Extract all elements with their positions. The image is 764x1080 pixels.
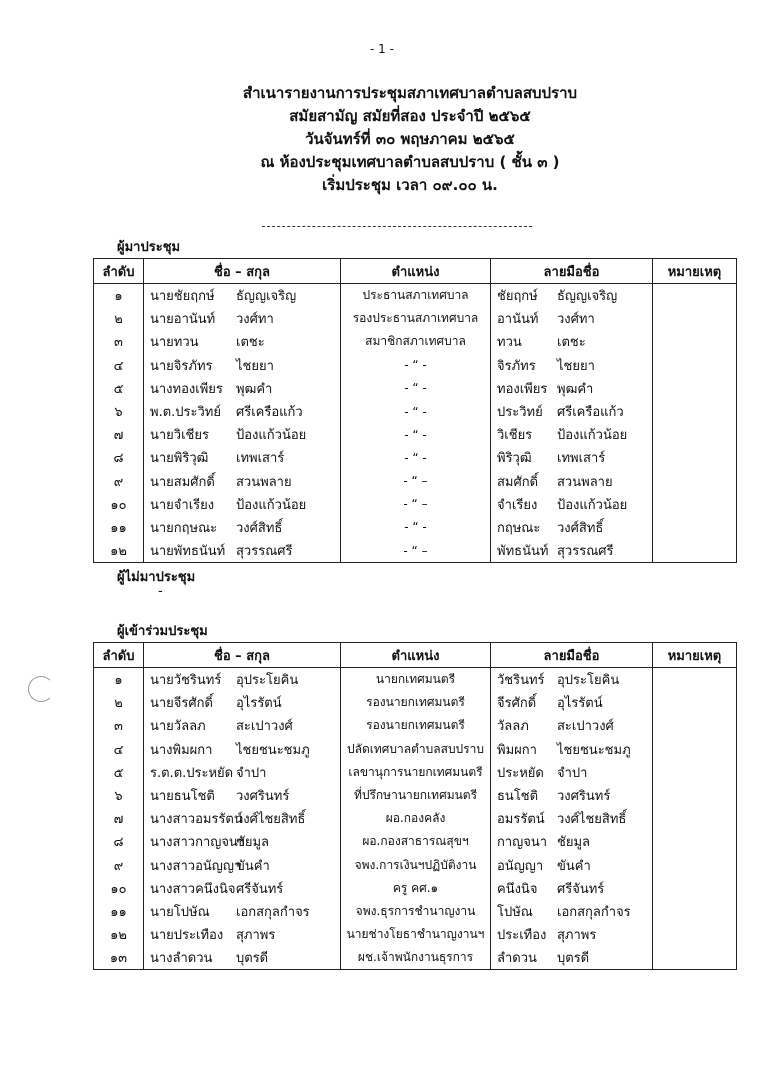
member-remark xyxy=(653,761,737,784)
member-position: - “ - xyxy=(341,516,491,539)
member-name xyxy=(144,400,341,423)
member-name xyxy=(144,830,341,853)
member-position: รองประธานสภาเทศบาล xyxy=(341,307,491,330)
col-header-no: ลำดับ xyxy=(94,259,144,284)
member-position: - “ – xyxy=(341,470,491,493)
member-position: จพง.การเงินฯปฏิบัติงาน xyxy=(341,854,491,877)
row-number: ๒ xyxy=(94,691,144,714)
member-name xyxy=(144,900,341,923)
table-row xyxy=(94,830,737,853)
first-name: นายพัทธนันท์ xyxy=(150,544,226,560)
signature-last: วงศ์สิทธิ์ xyxy=(557,520,604,536)
row-number: ๗ xyxy=(94,423,144,446)
signature-first: ประวิทย์ xyxy=(497,405,543,421)
table-row xyxy=(94,761,737,784)
table-row xyxy=(94,284,737,308)
signature-last: อุไรรัตน์ xyxy=(557,696,603,712)
table-row xyxy=(94,330,737,353)
col-header-remark: หมายเหตุ xyxy=(653,259,737,284)
table-row xyxy=(94,946,737,970)
row-number: ๒ xyxy=(94,307,144,330)
member-signature xyxy=(491,354,653,377)
signature-first: จิรภัทร xyxy=(497,358,536,374)
member-remark xyxy=(653,900,737,923)
signature-last: ป้องแก้วน้อย xyxy=(557,428,628,444)
col-header-name: ชื่อ – สกุล xyxy=(144,643,341,668)
row-number: ๑ xyxy=(94,284,144,308)
member-remark xyxy=(653,307,737,330)
member-signature xyxy=(491,946,653,970)
member-position: จพง.ธุรการชำนาญงาน xyxy=(341,900,491,923)
first-name: นายวัลลภ xyxy=(150,719,206,735)
last-name: ศรีเครือแก้ว xyxy=(236,405,303,421)
member-name xyxy=(144,493,341,516)
header-session: สมัยสามัญ สมัยที่สอง ประจำปี ๒๕๖๕ xyxy=(289,107,531,125)
member-remark xyxy=(653,493,737,516)
member-position: เลขานุการนายกเทศมนตรี xyxy=(341,761,491,784)
last-name: วงศรินทร์ xyxy=(236,789,290,805)
first-name: นายสมศักดิ์ xyxy=(150,474,215,490)
member-name xyxy=(144,877,341,900)
first-name: ร.ต.ต.ประหยัด xyxy=(150,765,234,781)
last-name: เอกสกุลกำจร xyxy=(236,904,310,920)
member-name xyxy=(144,307,341,330)
col-header-signature: ลายมือชื่อ xyxy=(491,643,653,668)
member-position: - “ - xyxy=(341,377,491,400)
first-name: นายจิรภัทร xyxy=(150,358,213,374)
member-remark xyxy=(653,923,737,946)
signature-last: สวนพลาย xyxy=(557,474,613,490)
first-name: พ.ต.ประวิทย์ xyxy=(150,405,221,421)
first-name: นายธนโชติ xyxy=(150,789,215,805)
signature-last: อุประโยคิน xyxy=(557,673,620,689)
signature-first: ชัยฤกษ์ xyxy=(497,289,538,305)
first-name: นายอานันท์ xyxy=(150,312,216,328)
member-remark xyxy=(653,691,737,714)
member-name xyxy=(144,377,341,400)
row-number: ๕ xyxy=(94,377,144,400)
signature-last: ธัญญเจริญ xyxy=(557,289,618,305)
member-position: ผอ.กองคลัง xyxy=(341,807,491,830)
first-name: นายกฤษณะ xyxy=(150,520,218,536)
last-name: อุประโยคิน xyxy=(236,673,299,689)
signature-first: กาญจนา xyxy=(497,835,548,851)
member-remark xyxy=(653,377,737,400)
first-name: นางสาวคนึงนิจ xyxy=(150,881,236,897)
member-position: สมาชิกสภาเทศบาล xyxy=(341,330,491,353)
member-position: - “ - xyxy=(341,446,491,469)
signature-last: ป้องแก้วน้อย xyxy=(557,497,628,513)
header-date: วันจันทร์ที่ ๓๐ พฤษภาคม ๒๕๖๕ xyxy=(305,130,515,148)
last-name: เตชะ xyxy=(236,335,265,351)
table-row xyxy=(94,714,737,737)
first-name: นางทองเพียร xyxy=(150,381,223,397)
attendees-table xyxy=(93,258,737,563)
member-name xyxy=(144,284,341,308)
last-name: ศรีจันทร์ xyxy=(236,881,284,897)
member-remark xyxy=(653,668,737,692)
signature-first: พิริวุฒิ xyxy=(497,451,532,467)
member-signature xyxy=(491,668,653,692)
signature-last: วงศรินทร์ xyxy=(557,789,611,805)
table-row xyxy=(94,691,737,714)
member-position: - “ – xyxy=(341,493,491,516)
member-remark xyxy=(653,330,737,353)
signature-last: ไชยชนะชมภู xyxy=(557,742,631,758)
member-name xyxy=(144,807,341,830)
table-row xyxy=(94,738,737,761)
row-number: ๙ xyxy=(94,470,144,493)
participants-table xyxy=(93,642,737,970)
member-remark xyxy=(653,714,737,737)
member-position: ที่ปรึกษานายกเทศมนตรี xyxy=(341,784,491,807)
member-signature xyxy=(491,761,653,784)
participants-rows xyxy=(94,668,737,970)
member-position: รองนายกเทศมนตรี xyxy=(341,691,491,714)
member-position: ประธานสภาเทศบาล xyxy=(341,284,491,308)
row-number: ๑๑ xyxy=(94,900,144,923)
last-name: จำปา xyxy=(236,765,267,781)
member-signature xyxy=(491,539,653,563)
signature-last: สุวรรณศรี xyxy=(557,544,614,560)
first-name: นางพิมผกา xyxy=(150,742,213,758)
signature-first: กฤษณะ xyxy=(497,520,541,536)
member-signature xyxy=(491,807,653,830)
member-remark xyxy=(653,446,737,469)
signature-first: จีรศักดิ์ xyxy=(497,696,537,712)
last-name: ธัญญเจริญ xyxy=(236,289,297,305)
signature-last: ศรีเครือแก้ว xyxy=(557,405,624,421)
member-name xyxy=(144,668,341,692)
last-name: ป้องแก้วน้อย xyxy=(236,428,307,444)
row-number: ๖ xyxy=(94,400,144,423)
row-number: ๔ xyxy=(94,354,144,377)
member-position: ครู คศ.๑ xyxy=(341,877,491,900)
table-row xyxy=(94,423,737,446)
last-name: วงศ์สิทธิ์ xyxy=(236,520,283,536)
member-remark xyxy=(653,807,737,830)
first-name: นายประเทือง xyxy=(150,928,224,944)
member-signature xyxy=(491,900,653,923)
member-signature xyxy=(491,493,653,516)
member-remark xyxy=(653,539,737,563)
member-signature xyxy=(491,516,653,539)
member-name xyxy=(144,516,341,539)
first-name: นายโปษัณ xyxy=(150,904,210,920)
signature-first: ทวน xyxy=(497,335,522,351)
col-header-name: ชื่อ – สกุล xyxy=(144,259,341,284)
row-number: ๑๐ xyxy=(94,877,144,900)
member-position: ผช.เจ้าพนักงานธุรการ xyxy=(341,946,491,970)
signature-first: วิเชียร xyxy=(497,428,533,444)
member-position: - “ - xyxy=(341,354,491,377)
member-name xyxy=(144,854,341,877)
signature-first: อมรรัตน์ xyxy=(497,812,545,828)
col-header-no: ลำดับ xyxy=(94,643,144,668)
signature-last: ขันคำ xyxy=(557,858,591,874)
member-position: - “ – xyxy=(341,539,491,563)
signature-last: สุภาพร xyxy=(557,928,597,944)
attendees-title: ผู้มาประชุม xyxy=(117,240,181,255)
member-signature xyxy=(491,784,653,807)
member-signature xyxy=(491,877,653,900)
punch-hole-mark xyxy=(28,676,54,702)
row-number: ๑๑ xyxy=(94,516,144,539)
row-number: ๑ xyxy=(94,668,144,692)
table-row xyxy=(94,539,737,563)
signature-first: ประเทือง xyxy=(497,928,547,944)
member-signature xyxy=(491,307,653,330)
member-signature xyxy=(491,691,653,714)
last-name: สุวรรณศรี xyxy=(236,544,293,560)
page-number: - 1 - xyxy=(370,42,394,56)
signature-last: วงศ์ทา xyxy=(557,312,595,328)
member-position: - “ - xyxy=(341,400,491,423)
last-name: วงศ์ไชยสิทธิ์ xyxy=(236,812,306,828)
member-signature xyxy=(491,446,653,469)
member-remark xyxy=(653,423,737,446)
row-number: ๘ xyxy=(94,830,144,853)
table-row xyxy=(94,400,737,423)
member-remark xyxy=(653,516,737,539)
member-signature xyxy=(491,284,653,308)
signature-last: เตชะ xyxy=(557,335,586,351)
row-number: ๙ xyxy=(94,854,144,877)
row-number: ๘ xyxy=(94,446,144,469)
first-name: นายพิริวุฒิ xyxy=(150,451,209,467)
document-header xyxy=(150,82,670,197)
member-signature xyxy=(491,377,653,400)
col-header-position: ตำแหน่ง xyxy=(341,643,491,668)
row-number: ๑๓ xyxy=(94,946,144,970)
row-number: ๑๒ xyxy=(94,539,144,563)
member-signature xyxy=(491,400,653,423)
table-row xyxy=(94,854,737,877)
absent-title: ผู้ไม่มาประชุม xyxy=(117,570,196,585)
last-name: ไชยยา xyxy=(236,358,274,374)
signature-first: วัชรินทร์ xyxy=(497,673,545,689)
signature-last: วงศ์ไชยสิทธิ์ xyxy=(557,812,627,828)
signature-first: โปษัณ xyxy=(497,904,533,920)
signature-last: เอกสกุลกำจร xyxy=(557,904,631,920)
member-remark xyxy=(653,946,737,970)
member-name xyxy=(144,470,341,493)
row-number: ๕ xyxy=(94,761,144,784)
row-number: ๑๐ xyxy=(94,493,144,516)
member-signature xyxy=(491,830,653,853)
member-name xyxy=(144,354,341,377)
member-name xyxy=(144,446,341,469)
signature-first: พิมผกา xyxy=(497,742,537,758)
last-name: ชัยมูล xyxy=(236,835,269,851)
first-name: นางสาวอมรรัตน์ xyxy=(150,812,243,828)
table-header-row xyxy=(94,259,737,284)
member-name xyxy=(144,539,341,563)
first-name: นายวิเชียร xyxy=(150,428,209,444)
member-name xyxy=(144,761,341,784)
member-name xyxy=(144,423,341,446)
signature-last: จำปา xyxy=(557,765,588,781)
first-name: นางสาวอนัญญา xyxy=(150,858,242,874)
table-header-row xyxy=(94,643,737,668)
last-name: สวนพลาย xyxy=(236,474,292,490)
member-signature xyxy=(491,923,653,946)
first-name: นางสาวกาญจนา xyxy=(150,835,246,851)
table-row xyxy=(94,377,737,400)
signature-last: ไชยยา xyxy=(557,358,595,374)
first-name: นายจีรศักดิ์ xyxy=(150,696,213,712)
first-name: นายวัชรินทร์ xyxy=(150,673,222,689)
table-row xyxy=(94,668,737,692)
member-signature xyxy=(491,714,653,737)
signature-first: อนัญญา xyxy=(497,858,544,874)
member-remark xyxy=(653,738,737,761)
header-title: สำเนารายงานการประชุมสภาเทศบาลตำบลสบปราบ xyxy=(242,84,578,102)
signature-first: ทองเพียร xyxy=(497,381,548,397)
last-name: ไชยชนะชมภู xyxy=(236,742,310,758)
signature-last: ชัยมูล xyxy=(557,835,590,851)
signature-first: สมศักดิ์ xyxy=(497,474,539,490)
last-name: ขันคำ xyxy=(236,858,270,874)
signature-first: ลำดวน xyxy=(497,951,537,967)
col-header-remark: หมายเหตุ xyxy=(653,643,737,668)
header-venue: ณ ห้องประชุมเทศบาลตำบลสบปราบ ( ชั้น ๓ ) xyxy=(260,153,560,171)
last-name: อุไรรัตน์ xyxy=(236,696,282,712)
signature-last: บุตรดี xyxy=(557,951,590,967)
member-remark xyxy=(653,830,737,853)
last-name: พุฒคำ xyxy=(236,381,273,397)
signature-first: จำเรียง xyxy=(497,497,538,513)
header-divider xyxy=(262,226,532,227)
table-row xyxy=(94,900,737,923)
member-signature xyxy=(491,738,653,761)
member-remark xyxy=(653,354,737,377)
member-position: นายช่างโยธาชำนาญงานฯ xyxy=(341,923,491,946)
member-name xyxy=(144,946,341,970)
table-row xyxy=(94,784,737,807)
last-name: ป้องแก้วน้อย xyxy=(236,497,307,513)
row-number: ๑๒ xyxy=(94,923,144,946)
row-number: ๔ xyxy=(94,738,144,761)
row-number: ๓ xyxy=(94,330,144,353)
signature-last: พุฒคำ xyxy=(557,381,594,397)
table-row xyxy=(94,493,737,516)
member-signature xyxy=(491,854,653,877)
table-row xyxy=(94,446,737,469)
first-name: นางลำดวน xyxy=(150,951,213,967)
table-row xyxy=(94,807,737,830)
table-row xyxy=(94,307,737,330)
absent-note: - xyxy=(158,584,163,599)
header-time: เริ่มประชุม เวลา ๐๙.๐๐ น. xyxy=(322,176,498,194)
signature-first: อานันท์ xyxy=(497,312,539,328)
member-signature xyxy=(491,330,653,353)
member-position: รองนายกเทศมนตรี xyxy=(341,714,491,737)
row-number: ๓ xyxy=(94,714,144,737)
last-name: วงศ์ทา xyxy=(236,312,274,328)
col-header-signature: ลายมือชื่อ xyxy=(491,259,653,284)
signature-first: พัทธนันท์ xyxy=(497,544,549,560)
table-row xyxy=(94,354,737,377)
member-name xyxy=(144,923,341,946)
last-name: เทพเสาร์ xyxy=(236,451,285,467)
member-remark xyxy=(653,284,737,308)
table-row xyxy=(94,923,737,946)
last-name: บุตรดี xyxy=(236,951,269,967)
table-row xyxy=(94,516,737,539)
member-signature xyxy=(491,470,653,493)
member-position: - “ - xyxy=(341,423,491,446)
table-row xyxy=(94,877,737,900)
row-number: ๖ xyxy=(94,784,144,807)
signature-last: เทพเสาร์ xyxy=(557,451,606,467)
table-row xyxy=(94,470,737,493)
member-name xyxy=(144,784,341,807)
member-position: ปลัดเทศบาลตำบลสบปราบ xyxy=(341,738,491,761)
last-name: สะเปาวงศ์ xyxy=(236,719,293,735)
signature-first: ธนโชติ xyxy=(497,789,539,805)
member-position: นายกเทศมนตรี xyxy=(341,668,491,692)
first-name: นายทวน xyxy=(150,335,199,351)
member-name xyxy=(144,738,341,761)
member-remark xyxy=(653,470,737,493)
signature-first: วัลลภ xyxy=(497,719,529,735)
signature-last: สะเปาวงศ์ xyxy=(557,719,614,735)
member-remark xyxy=(653,784,737,807)
first-name: นายจำเรียง xyxy=(150,497,215,513)
member-remark xyxy=(653,854,737,877)
signature-last: ศรีจันทร์ xyxy=(557,881,605,897)
member-remark xyxy=(653,877,737,900)
first-name: นายชัยฤกษ์ xyxy=(150,289,215,305)
participants-title: ผู้เข้าร่วมประชุม xyxy=(117,624,208,639)
signature-first: ประหยัด xyxy=(497,765,544,781)
member-signature xyxy=(491,423,653,446)
member-position: ผอ.กองสาธารณสุขฯ xyxy=(341,830,491,853)
member-name xyxy=(144,330,341,353)
last-name: สุภาพร xyxy=(236,928,276,944)
member-remark xyxy=(653,400,737,423)
signature-first: คนึงนิจ xyxy=(497,881,538,897)
member-name xyxy=(144,691,341,714)
col-header-position: ตำแหน่ง xyxy=(341,259,491,284)
row-number: ๗ xyxy=(94,807,144,830)
attendees-rows xyxy=(94,284,737,563)
member-name xyxy=(144,714,341,737)
